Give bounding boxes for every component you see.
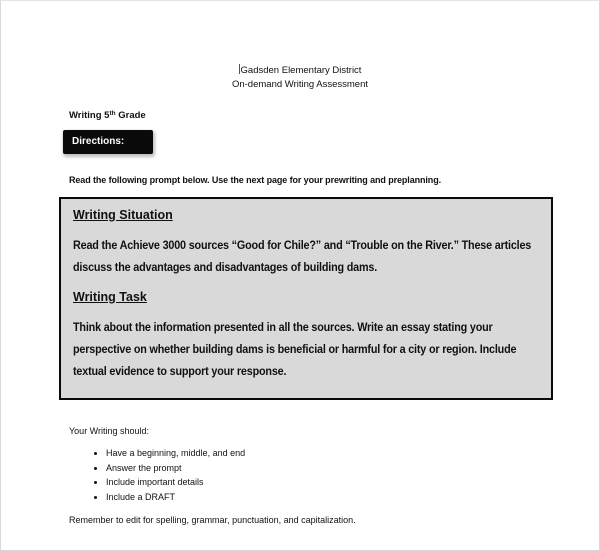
- assessment-title: On-demand Writing Assessment: [231, 79, 369, 90]
- checklist-intro: Your Writing should:: [69, 426, 150, 436]
- prompt-box: [59, 197, 553, 400]
- district-title: Gadsden Elementary District: [240, 65, 362, 76]
- writing-task-heading: Writing Task: [73, 290, 147, 304]
- grade-label-suffix: Grade: [115, 110, 146, 121]
- writing-situation-text: Read the Achieve 3000 sources “Good for Chile?” and “Trouble on the River.” These articles discuss the advantages and disadvantages of building dams.: [73, 238, 532, 274]
- checklist-item: • Answer the prompt: [106, 463, 599, 473]
- checklist-item: • Include a DRAFT: [106, 492, 599, 502]
- writing-checklist: [69, 426, 599, 525]
- writing-situation-heading: Writing Situation: [73, 208, 173, 222]
- text-cursor-caret: [239, 64, 240, 74]
- instruction-text: Read the following prompt below. Use the next page for your prewriting and preplanning.: [69, 175, 441, 185]
- grade-label-superscript: th: [109, 110, 116, 117]
- document-header: [1, 64, 599, 92]
- district-title-line: [1, 64, 599, 78]
- grade-label-prefix: Writing 5: [69, 110, 110, 121]
- checklist-list: [69, 448, 599, 502]
- edit-reminder: Remember to edit for spelling, grammar, punctuation, and capitalization.: [69, 514, 356, 525]
- checklist-item: • Include important details: [106, 477, 599, 487]
- grade-label: [69, 110, 599, 121]
- directions-box: [63, 130, 153, 154]
- writing-task-text: Think about the information presented in all the sources. Write an essay stating your perspective on whether building dams is beneficial or harmful for a city or region. Include textual evidence to support your response.: [73, 320, 517, 378]
- directions-label: Directions:: [72, 136, 125, 147]
- checklist-item: • Have a beginning, middle, and end: [106, 448, 599, 458]
